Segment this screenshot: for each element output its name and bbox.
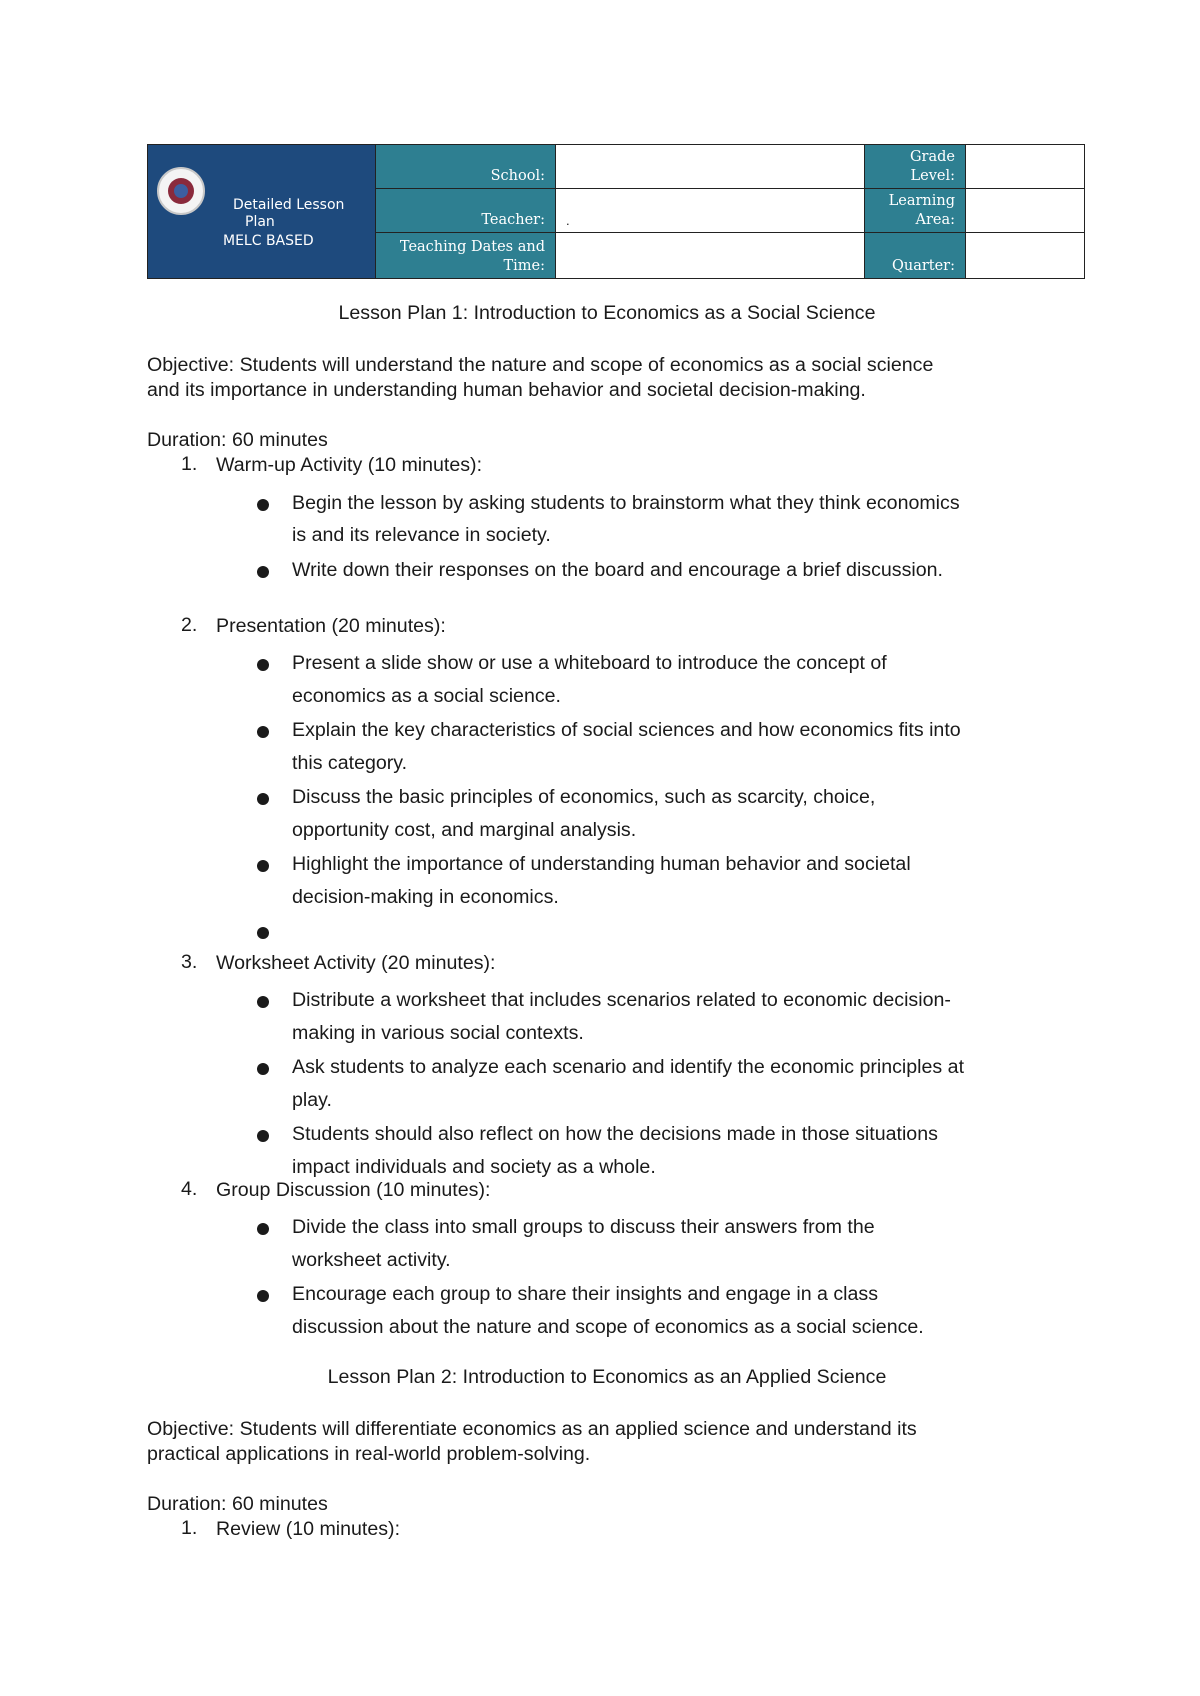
bullet-icon (257, 499, 269, 511)
bullet-icon (257, 1130, 269, 1142)
quarter-label-cell (865, 233, 966, 278)
bullet-icon (257, 927, 269, 939)
step2-number: 2. (181, 614, 198, 636)
teacher-value: . (566, 213, 570, 228)
area-value-cell[interactable] (966, 189, 1084, 233)
school-value-cell[interactable] (556, 145, 865, 189)
area-label-cell (865, 189, 966, 233)
step2-bullet3-line2: opportunity cost, and marginal analysis. (292, 819, 637, 841)
step3-bullet2-line1: Ask students to analyze each scenario and identify the economic principles at (292, 1056, 965, 1078)
quarter-value-cell[interactable] (966, 233, 1084, 278)
step3-bullet3-line2: impact individuals and society as a whole. (292, 1156, 656, 1178)
step1-number: 1. (181, 453, 198, 475)
deped-seal-logo (157, 167, 205, 215)
brand-line-2: Plan (245, 214, 275, 230)
lesson1-objective-line2: and its importance in understanding human behavior and societal decision-making. (147, 379, 866, 401)
grade-label-line2: Level: (910, 168, 955, 184)
bullet-icon (257, 1063, 269, 1075)
step2-bullet4-line2: decision-making in economics. (292, 886, 559, 908)
bullet-icon (257, 1223, 269, 1235)
step3-bullet3-line1: Students should also reflect on how the decisions made in those situations (292, 1123, 938, 1145)
quarter-label: Quarter: (891, 258, 955, 274)
step2-title: Presentation (20 minutes): (216, 615, 446, 637)
dates-label-cell (376, 233, 556, 278)
area-label-line1: Learning (888, 193, 955, 209)
lesson2-objective-line1: Objective: Students will differentiate economics as an applied science and understand its (147, 1418, 917, 1440)
bullet-icon (257, 659, 269, 671)
step3-title: Worksheet Activity (20 minutes): (216, 952, 496, 974)
dates-value-cell[interactable] (556, 233, 865, 278)
header-table (147, 144, 1085, 279)
step2-bullet1-line2: economics as a social science. (292, 685, 561, 707)
step4-title: Group Discussion (10 minutes): (216, 1179, 491, 1201)
step2-bullet2-line1: Explain the key characteristics of social sciences and how economics fits into (292, 719, 961, 741)
lesson2-duration: Duration: 60 minutes (147, 1493, 328, 1515)
step2-bullet4-line1: Highlight the importance of understanding human behavior and societal (292, 853, 911, 875)
teacher-label: Teacher: (481, 212, 545, 228)
lesson1-title: Lesson Plan 1: Introduction to Economics as a Social Science (338, 302, 876, 324)
bullet-icon (257, 566, 269, 578)
step4-bullet2-line2: discussion about the nature and scope of economics as a social science. (292, 1316, 924, 1338)
school-label-cell (376, 145, 556, 189)
step1-bullet1-line2: is and its relevance in society. (292, 524, 551, 546)
step4-bullet2-line1: Encourage each group to share their insights and engage in a class (292, 1283, 879, 1305)
teacher-value-cell[interactable] (556, 189, 865, 233)
grade-label-cell (865, 145, 966, 189)
step4-bullet1-line2: worksheet activity. (292, 1249, 451, 1271)
bullet-icon (257, 793, 269, 805)
step2-bullet2-line2: this category. (292, 752, 408, 774)
lesson1-objective-line1: Objective: Students will understand the nature and scope of economics as a social science (147, 354, 934, 376)
brand-line-1: Detailed Lesson (233, 197, 345, 213)
lesson2-step1-number: 1. (181, 1517, 198, 1539)
lesson2-objective-line2: practical applications in real-world problem-solving. (147, 1443, 591, 1465)
step1-bullet1-line1: Begin the lesson by asking students to brainstorm what they think economics (292, 492, 960, 514)
grade-value-cell[interactable] (966, 145, 1084, 189)
bullet-icon (257, 1290, 269, 1302)
brand-line-3: MELC BASED (223, 233, 314, 249)
step3-number: 3. (181, 951, 198, 973)
dates-label-line2: Time: (503, 258, 545, 274)
step4-bullet1-line1: Divide the class into small groups to discuss their answers from the (292, 1216, 875, 1238)
step3-bullet1-line2: making in various social contexts. (292, 1022, 584, 1044)
step2-bullet3-line1: Discuss the basic principles of economics, such as scarcity, choice, (292, 786, 876, 808)
teacher-label-cell (376, 189, 556, 233)
step1-title: Warm-up Activity (10 minutes): (216, 454, 483, 476)
bullet-icon (257, 860, 269, 872)
lesson2-title: Lesson Plan 2: Introduction to Economics as an Applied Science (327, 1366, 887, 1388)
school-label: School: (490, 168, 545, 184)
header-brand-cell (148, 145, 376, 278)
lesson2-step1-title: Review (10 minutes): (216, 1518, 401, 1540)
grade-label-line1: Grade (909, 149, 955, 165)
step3-bullet2-line2: play. (292, 1089, 332, 1111)
lesson1-duration: Duration: 60 minutes (147, 429, 328, 451)
step3-bullet1-line1: Distribute a worksheet that includes scenarios related to economic decision- (292, 989, 951, 1011)
step1-bullet2-line1: Write down their responses on the board and encourage a brief discussion. (292, 559, 943, 581)
step2-bullet1-line1: Present a slide show or use a whiteboard to introduce the concept of (292, 652, 887, 674)
area-label-line2: Area: (915, 212, 955, 228)
step4-number: 4. (181, 1178, 198, 1200)
bullet-icon (257, 996, 269, 1008)
bullet-icon (257, 726, 269, 738)
dates-label-line1: Teaching Dates and (399, 239, 545, 255)
